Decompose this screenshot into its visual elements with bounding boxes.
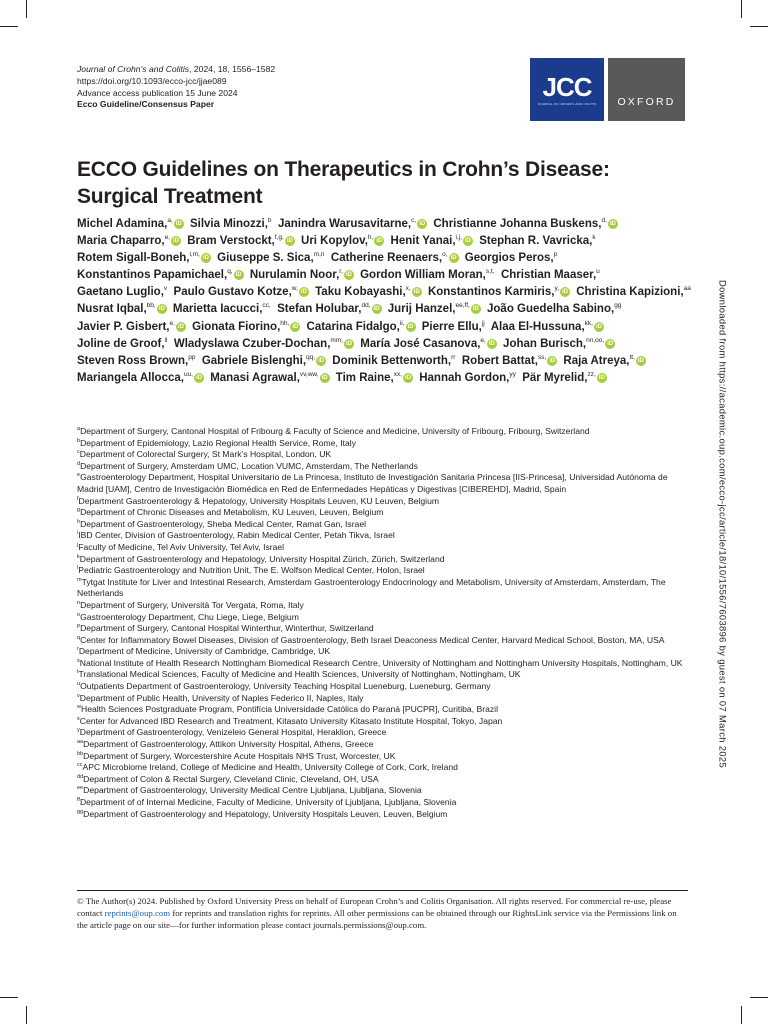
author-name[interactable] — [465, 252, 561, 264]
author-name-text: Dominik Bettenworth, — [332, 354, 452, 367]
author-name[interactable] — [77, 372, 207, 384]
affiliation-text: Department of Colon & Rectal Surgery, Cleveland Clinic, Cleveland, OH, USA — [83, 773, 379, 784]
author-affiliation-marker: a, — [167, 217, 173, 225]
affiliation-text: Department of Gastroenterology, University Medical Centre Ljubljana, Ljubljana, Slovenia — [83, 785, 422, 796]
orcid-icon[interactable]: iD — [196, 374, 202, 381]
author-name[interactable] — [77, 252, 214, 264]
author-name-text: Konstantinos Karmiris, — [427, 286, 555, 299]
author-affiliation-marker: l,m, — [189, 251, 200, 259]
orcid-icon[interactable]: iD — [177, 323, 184, 330]
affiliation-item — [77, 727, 689, 739]
affiliation-item — [77, 785, 689, 797]
affiliation-marker: t — [77, 669, 79, 676]
affiliation-marker: h — [77, 518, 81, 525]
author-name[interactable] — [360, 269, 498, 281]
author-name[interactable] — [388, 303, 484, 315]
affiliation-item — [77, 554, 689, 566]
author-name-text: Christianne Johanna Buskens, — [433, 218, 602, 230]
affiliation-item — [77, 669, 689, 681]
orcid-icon[interactable]: iD — [607, 340, 614, 347]
orcid-icon[interactable]: iD — [595, 323, 602, 330]
affiliation-item — [77, 507, 689, 519]
affiliation-text: Department of Gastroenterology and Hepatology, University Hospital Zürich, Zürich, Switzerland — [79, 553, 445, 564]
author-name[interactable] — [277, 303, 384, 315]
author-name-text: Jurij Hanzel, — [387, 303, 456, 316]
affiliation-marker: ff — [77, 797, 80, 804]
affiliation-marker: j — [77, 542, 79, 549]
affiliation-marker: dd — [77, 773, 84, 780]
affiliation-item — [77, 577, 689, 600]
author-name[interactable] — [360, 338, 500, 350]
author-name-text: Pär Myrelid, — [522, 371, 588, 384]
affiliation-item — [77, 612, 689, 624]
orcid-icon[interactable]: iD — [413, 289, 420, 296]
affiliation-marker: u — [77, 681, 81, 688]
affiliation-list — [77, 426, 689, 820]
journal-name: Journal of Crohn’s and Colitis — [77, 64, 190, 74]
affiliation-item — [77, 797, 689, 809]
affiliation-marker: n — [77, 600, 81, 607]
author-name[interactable] — [174, 286, 312, 298]
author-affiliation-marker: r, — [339, 268, 343, 276]
affiliation-marker: k — [77, 553, 80, 560]
author-name[interactable] — [501, 269, 603, 281]
affiliation-text: Faculty of Medicine, Tel Aviv University, Tel Aviv, Israel — [78, 541, 285, 552]
orcid-icon[interactable]: iD — [318, 357, 325, 364]
author-name-text: María José Casanova, — [360, 337, 481, 350]
author-affiliation-marker: ii, — [399, 319, 405, 327]
affiliation-marker: bb — [77, 750, 84, 757]
author-affiliation-marker: i,j, — [455, 234, 463, 242]
affiliation-item — [77, 774, 689, 786]
author-name[interactable] — [250, 269, 357, 281]
author-affiliation-marker: qq, — [306, 353, 316, 361]
affiliation-text: Department of Epidemiology, Lazio Regional Health Service, Rome, Italy — [80, 437, 356, 448]
author-name[interactable] — [479, 235, 599, 247]
affiliation-item — [77, 438, 689, 450]
article-header — [77, 64, 277, 111]
author-affiliation-marker: yy — [509, 371, 516, 379]
author-affiliation-marker: v — [163, 285, 168, 293]
author-affiliation-marker: k — [592, 234, 596, 242]
author-name[interactable] — [77, 235, 184, 247]
author-name-text: Georgios Peros, — [464, 252, 554, 265]
crop-mark-bl-h — [0, 997, 18, 998]
affiliation-text: Department of of Internal Medicine, Faculty of Medicine, University of Ljubljana, Ljubljana, Slovenia — [79, 797, 457, 807]
copyright-text-2: for reprints and translation rights for reprints. All other permissions can be obtained through our RightsLink service via the Permissions link on the article page on our site—for further information please contact journals.permissions@oup.com. — [77, 908, 677, 931]
crop-mark-tr-h — [750, 26, 768, 27]
orcid-icon[interactable]: iD — [373, 306, 380, 313]
affiliation-item — [77, 449, 689, 461]
affiliation-item — [77, 565, 689, 577]
author-name[interactable] — [433, 218, 621, 230]
author-name[interactable] — [315, 286, 425, 298]
author-affiliation-marker: vv,ww, — [299, 371, 319, 379]
author-affiliation-marker: cc, — [262, 302, 271, 310]
affiliation-text: Department of Chronic Diseases and Metabolism, KU Leuven, Leuven, Belgium — [80, 507, 384, 518]
affiliation-item — [77, 716, 689, 728]
author-name[interactable] — [576, 286, 694, 298]
affiliation-text: Department of Gastroenterology, Attikon University Hospital, Athens, Greece — [83, 739, 374, 750]
author-name-text: Maria Chaparro, — [77, 235, 165, 248]
affiliation-text: Department of Surgery, Università Tor Vergata, Roma, Italy — [80, 599, 304, 610]
crop-mark-br-v — [741, 1006, 742, 1024]
affiliation-marker: m — [77, 576, 82, 583]
affiliation-marker: v — [77, 692, 80, 699]
orcid-icon[interactable]: iD — [235, 272, 242, 279]
orcid-icon[interactable]: iD — [488, 340, 495, 347]
author-affiliation-marker: rr — [451, 353, 456, 361]
footnote-divider — [77, 890, 688, 891]
author-name-text: Konstantinos Papamichael, — [77, 269, 228, 282]
author-name[interactable] — [332, 355, 458, 367]
affiliation-item — [77, 600, 689, 612]
affiliation-text: Gastroenterology Department, Chu Liege, Liege, Belgium — [80, 611, 299, 622]
author-name[interactable] — [428, 286, 573, 298]
affiliation-text: National Institute of Health Research Nottingham Biomedical Research Centre, University of Nottingham and Nottingham University Hospitals, Nottingham, UK — [79, 657, 683, 668]
author-name-text: Pierre Ellu, — [421, 320, 482, 333]
author-name-text: Uri Kopylov, — [301, 235, 368, 248]
author-name[interactable] — [173, 303, 274, 315]
affiliation-marker: g — [77, 507, 81, 514]
author-name-text: Michel Adamina, — [77, 218, 168, 230]
affiliation-text: Department of Surgery, Amsterdam UMC, Location VUMC, Amsterdam, The Netherlands — [80, 460, 418, 471]
author-name-text: Joline de Groof, — [77, 337, 165, 350]
author-name-text: Giuseppe S. Sica, — [217, 252, 314, 265]
author-affiliation-marker: ee,ff, — [455, 302, 470, 310]
affiliation-text: APC Microbiome Ireland, College of Medicine and Health, University College of Cork, Cork, Ireland — [82, 762, 458, 773]
author-name[interactable] — [301, 235, 387, 247]
author-affiliation-marker: bb, — [146, 302, 156, 310]
author-name-text: Christina Kapizioni, — [576, 286, 684, 299]
author-name[interactable] — [187, 235, 298, 247]
affiliation-text: Translational Medical Sciences, Faculty of Medicine and Health Sciences, University of Nottingham, Nottingham, UK — [78, 669, 521, 680]
author-name[interactable] — [77, 269, 247, 281]
affiliation-marker: w — [77, 704, 81, 711]
author-affiliation-marker: m,n — [313, 251, 325, 259]
author-name[interactable] — [77, 355, 199, 367]
author-affiliation-marker: gg — [614, 302, 622, 310]
author-affiliation-marker: ss, — [537, 353, 547, 361]
orcid-icon[interactable]: iD — [407, 323, 414, 330]
author-name-text: Gabriele Bislenghi, — [201, 354, 307, 367]
affiliation-text: Department of Gastroenterology, Sheba Medical Center, Ramat Gan, Israel — [80, 518, 367, 529]
author-name-text: Robert Battat, — [461, 354, 538, 367]
affiliation-text: Department Gastroenterology & Hepatology, University Hospitals Leuven, KU Leuven, Belgium — [78, 495, 440, 506]
affiliation-text: Pediatric Gastroenterology and Nutrition Unit, The E. Wolfson Medical Center, Holon, Israel — [78, 565, 425, 576]
author-name-text: Tim Raine, — [335, 371, 394, 384]
author-affiliation-marker: e, — [480, 336, 486, 344]
article-type: Ecco Guideline/Consensus Paper — [77, 99, 215, 110]
author-affiliation-marker: ll — [164, 336, 168, 344]
affiliation-item — [77, 519, 689, 531]
author-affiliation-marker: e, — [164, 234, 170, 242]
affiliation-marker: cc — [77, 762, 83, 769]
author-name-text: Paulo Gustavo Kotze, — [173, 286, 292, 299]
author-name-text: Alaa El-Hussuna, — [490, 320, 585, 333]
author-name-text: Gaetano Luglio, — [77, 286, 164, 299]
affiliation-text: IBD Center, Division of Gastroenterology, Rabin Medical Center, Petah Tikva, Israel — [78, 530, 395, 541]
orcid-icon[interactable]: iD — [321, 374, 328, 381]
affiliation-marker: r — [77, 646, 79, 653]
journal-citation — [77, 64, 277, 76]
orcid-icon[interactable]: iD — [175, 220, 182, 227]
citation-details: , 2024, 18, 1556–1582 — [189, 64, 276, 74]
author-affiliation-marker: mm, — [330, 336, 344, 344]
affiliation-item — [77, 693, 689, 705]
affiliation-item — [77, 646, 689, 658]
jcc-logo-text: JCC — [542, 71, 592, 102]
affiliation-text: Department of Surgery, Cantonal Hospital of Fribourg & Faculty of Science and Medicine, University of Fribourg, Fribourg, Switzerland — [80, 426, 590, 436]
author-affiliation-marker: f,g, — [274, 234, 284, 242]
author-affiliation-marker: p — [553, 251, 558, 259]
crop-mark-tl-h — [0, 26, 18, 27]
orcid-icon[interactable]: iD — [345, 272, 352, 279]
orcid-icon[interactable]: iD — [609, 220, 616, 227]
affiliation-item — [77, 542, 689, 554]
author-name-text: Hannah Gordon, — [419, 371, 510, 384]
author-name[interactable] — [278, 218, 430, 230]
author-name-text: Johan Burisch, — [503, 337, 587, 350]
author-name-text: Gordon William Moran, — [360, 269, 486, 282]
affiliation-text: Department of Gastroenterology, Venizeleio General Hospital, Heraklion, Greece — [79, 727, 387, 738]
author-affiliation-marker: c, — [411, 217, 417, 225]
author-name[interactable] — [77, 338, 171, 350]
orcid-icon[interactable]: iD — [419, 220, 426, 227]
author-name-text: João Guedelha Sabino, — [487, 303, 615, 316]
download-notice: Downloaded from https://academic.oup.com/ecco-jcc/article/18/10/1556/7603896 by guest on 07 March 2025 — [717, 279, 729, 769]
affiliation-marker: o — [77, 611, 81, 618]
crop-mark-br-h — [750, 997, 768, 998]
author-name[interactable] — [77, 321, 189, 333]
author-name-text: Manasi Agrawal, — [210, 371, 300, 384]
affiliation-marker: c — [77, 449, 80, 456]
affiliation-item — [77, 623, 689, 635]
affiliation-item — [77, 751, 689, 763]
crop-mark-tl-v — [26, 0, 27, 18]
author-name[interactable] — [217, 252, 328, 264]
affiliation-item — [77, 496, 689, 508]
affiliation-item — [77, 472, 689, 495]
affiliation-marker: l — [77, 565, 79, 572]
affiliation-text: Center for Advanced IBD Research and Treatment, Kitasato University Kitasato Institute Hospital, Tokyo, Japan — [79, 715, 503, 726]
author-name-text: Wladyslawa Czuber-Dochan, — [173, 337, 331, 350]
author-affiliation-marker: d, — [601, 217, 607, 225]
author-name-text: Steven Ross Brown, — [77, 354, 189, 367]
crop-mark-bl-v — [26, 1006, 27, 1024]
orcid-icon[interactable]: iD — [465, 238, 472, 245]
affiliation-item — [77, 704, 689, 716]
author-name[interactable] — [522, 372, 610, 384]
affiliation-marker: b — [77, 437, 81, 444]
author-name-text: Stefan Holubar, — [277, 303, 362, 316]
author-affiliation-marker: q, — [227, 268, 233, 276]
orcid-icon[interactable]: iD — [202, 255, 209, 262]
author-name-text: Catarina Fidalgo, — [306, 320, 400, 333]
affiliation-item — [77, 461, 689, 473]
author-affiliation-marker: w, — [291, 285, 298, 293]
author-name-text: Gionata Fiorino, — [192, 320, 281, 333]
author-name-text: Mariangela Allocca, — [77, 371, 184, 384]
author-name-text: Taku Kobayashi, — [315, 286, 406, 299]
affiliation-text: Health Sciences Postgraduate Program, Pontifícia Universidade Católica do Paraná [PUCPR], Curitiba, Brazil — [80, 704, 498, 715]
affiliation-marker: gg — [77, 808, 84, 815]
author-name[interactable] — [174, 338, 357, 350]
author-name[interactable] — [419, 372, 519, 384]
author-name-text: Raja Atreya, — [563, 354, 630, 367]
author-affiliation-marker: pp — [188, 353, 196, 361]
affiliation-marker: f — [77, 495, 79, 502]
author-name[interactable] — [503, 338, 618, 350]
author-name[interactable] — [190, 218, 275, 230]
affiliation-marker: x — [77, 715, 80, 722]
orcid-icon[interactable]: iD — [637, 357, 644, 364]
author-affiliation-marker: e, — [169, 319, 175, 327]
affiliation-text: Department of Surgery, Cantonal Hospital Winterthur, Winterthur, Switzerland — [80, 623, 374, 634]
author-name-text: Rotem Sigall-Boneh, — [77, 252, 190, 265]
author-name-text: Stephan R. Vavricka, — [479, 235, 593, 248]
affiliation-text: Center for Inflammatory Bowel Diseases, Division of Gastroenterology, Beth Israel Deaconess Medical Center, Harvard Medical School, Boston, MA, USA — [80, 634, 665, 645]
author-name-text: Janindra Warusavitarne, — [277, 218, 412, 230]
reprints-email-link[interactable]: reprints@oup.com — [104, 908, 171, 919]
author-affiliation-marker: jj — [481, 319, 485, 327]
affiliation-item — [77, 658, 689, 670]
affiliation-item — [77, 426, 689, 438]
orcid-icon[interactable]: iD — [598, 374, 605, 381]
orcid-icon[interactable]: iD — [346, 340, 353, 347]
affiliation-item — [77, 530, 689, 542]
orcid-icon[interactable]: iD — [549, 357, 556, 364]
author-name-text: Henit Yanai, — [390, 235, 456, 248]
author-name[interactable] — [202, 355, 329, 367]
jcc-logo — [530, 58, 604, 121]
affiliation-text: Department of Colorectal Surgery, St Mark’s Hospital, London, UK — [79, 449, 332, 460]
affiliation-marker: aa — [77, 739, 84, 746]
author-list — [77, 216, 697, 387]
crop-mark-tr-v — [741, 0, 742, 18]
author-affiliation-marker: xx, — [393, 371, 403, 379]
affiliation-marker: s — [77, 658, 80, 665]
author-name-text: Nusrat Iqbal, — [77, 303, 147, 316]
author-name[interactable] — [307, 321, 419, 333]
author-affiliation-marker: u — [596, 268, 600, 276]
author-name-text: Javier P. Gisbert, — [77, 320, 170, 333]
author-affiliation-marker: zz, — [587, 371, 596, 379]
affiliation-marker: q — [77, 634, 81, 641]
orcid-icon[interactable]: iD — [562, 289, 569, 296]
author-name[interactable] — [336, 372, 416, 384]
copyright-notice — [77, 895, 689, 932]
author-affiliation-marker: b — [267, 217, 272, 225]
author-affiliation-marker: aa — [683, 285, 691, 293]
affiliation-item — [77, 635, 689, 647]
affiliation-item — [77, 809, 689, 821]
jcc-logo-subtitle: JOURNAL OF CROHN'S AND COLITIS — [537, 101, 597, 106]
author-affiliation-marker: uu, — [183, 371, 193, 379]
download-sidebar — [714, 279, 732, 769]
affiliation-item — [77, 762, 689, 774]
author-affiliation-marker: y, — [554, 285, 560, 293]
author-name[interactable] — [391, 235, 476, 247]
orcid-icon[interactable]: iD — [376, 238, 383, 245]
affiliation-text: Department of Medicine, University of Cambridge, Cambridge, UK — [78, 646, 331, 657]
copyright-text-1: © The Author(s) 2024. Published by Oxford University Press on behalf of European Crohn’s and Colitis Organisation. All rights reserved. For commercial re-use, please contact — [77, 896, 672, 919]
author-name[interactable] — [491, 321, 607, 333]
author-name[interactable] — [422, 321, 488, 333]
author-name[interactable] — [77, 286, 170, 298]
orcid-icon[interactable]: iD — [450, 255, 457, 262]
affiliation-text: Department of Gastroenterology and Hepatology, University Hospitals Leuven, Leuven, Belgium — [83, 808, 448, 819]
affiliation-text: Department of Public Health, University of Naples Federico II, Naples, Italy — [79, 692, 364, 703]
author-name[interactable] — [210, 372, 332, 384]
affiliation-marker: p — [77, 623, 81, 630]
orcid-icon[interactable]: iD — [405, 374, 412, 381]
affiliation-marker: a — [77, 426, 81, 433]
affiliation-marker: i — [77, 530, 79, 537]
doi-link[interactable]: https://doi.org/10.1093/ecco-jcc/jjae089 — [77, 75, 227, 86]
author-affiliation-marker: hh, — [280, 319, 290, 327]
affiliation-marker: ee — [77, 785, 84, 792]
author-affiliation-marker: o, — [442, 251, 448, 259]
author-name-text: Bram Verstockt, — [187, 235, 275, 248]
affiliation-item — [77, 739, 689, 751]
author-affiliation-marker: nn,oo, — [586, 336, 605, 344]
author-name[interactable] — [77, 218, 187, 230]
orcid-icon[interactable]: iD — [300, 289, 307, 296]
affiliation-text: Tytgat Institute for Liver and Intestinal Research, Amsterdam Gastroenterology Endocrinology and Metabolism, University of Amsterdam, Amsterdam, The Netherlands — [77, 576, 666, 599]
affiliation-item — [77, 681, 689, 693]
author-name[interactable] — [462, 355, 560, 367]
author-name[interactable] — [192, 321, 303, 333]
orcid-icon[interactable]: iD — [472, 306, 479, 313]
author-name-text: Christian Maaser, — [500, 269, 597, 282]
author-affiliation-marker: dd, — [361, 302, 371, 310]
author-name-text: Nurulamin Noor, — [249, 269, 340, 282]
author-name-text: Silvia Minozzi, — [189, 218, 268, 230]
author-affiliation-marker: h, — [367, 234, 374, 242]
article-title: ECCO Guidelines on Therapeutics in Crohn’s Disease: Surgical Treatment — [77, 158, 610, 208]
affiliation-text: Gastroenterology Department, Hospital Universitario de La Princesa, Instituto de Investigación Sanitaria Princesa [IIS-Princesa], Universidad Autónoma de Madrid [UAM], Centro de Investigación Biomédica en Red de Enfermedades Hepáticas y Digestivas [CIBEREHD], Madrid, Spain — [77, 472, 668, 494]
author-affiliation-marker: kk, — [584, 319, 593, 327]
author-name-text: Marietta Iacucci, — [172, 303, 263, 316]
orcid-icon[interactable]: iD — [172, 238, 179, 245]
affiliation-marker: y — [77, 727, 80, 734]
author-name[interactable] — [77, 303, 170, 315]
affiliation-text: Outpatients Department of Gastroenterology, University Teaching Hospital Lueneburg, Lueneburg, Germany — [80, 681, 491, 692]
author-name-text: Catherine Reenaers, — [330, 252, 443, 265]
orcid-icon[interactable]: iD — [286, 238, 293, 245]
affiliation-marker: e — [77, 472, 81, 479]
author-affiliation-marker: s,t, — [485, 268, 495, 276]
author-name[interactable] — [331, 252, 462, 264]
affiliation-text: Department of Surgery, Worcestershire Acute Hospitals NHS Trust, Worcester, UK — [83, 750, 396, 761]
oxford-logo: OXFORD — [608, 58, 685, 121]
affiliation-marker: d — [77, 460, 81, 467]
orcid-icon[interactable]: iD — [292, 323, 299, 330]
author-name[interactable] — [563, 355, 648, 367]
author-affiliation-marker: tt, — [629, 353, 635, 361]
advance-access: Advance access publication 15 June 2024 — [77, 87, 238, 98]
author-affiliation-marker: x, — [405, 285, 411, 293]
author-name[interactable] — [487, 303, 625, 315]
orcid-icon[interactable]: iD — [158, 306, 165, 313]
